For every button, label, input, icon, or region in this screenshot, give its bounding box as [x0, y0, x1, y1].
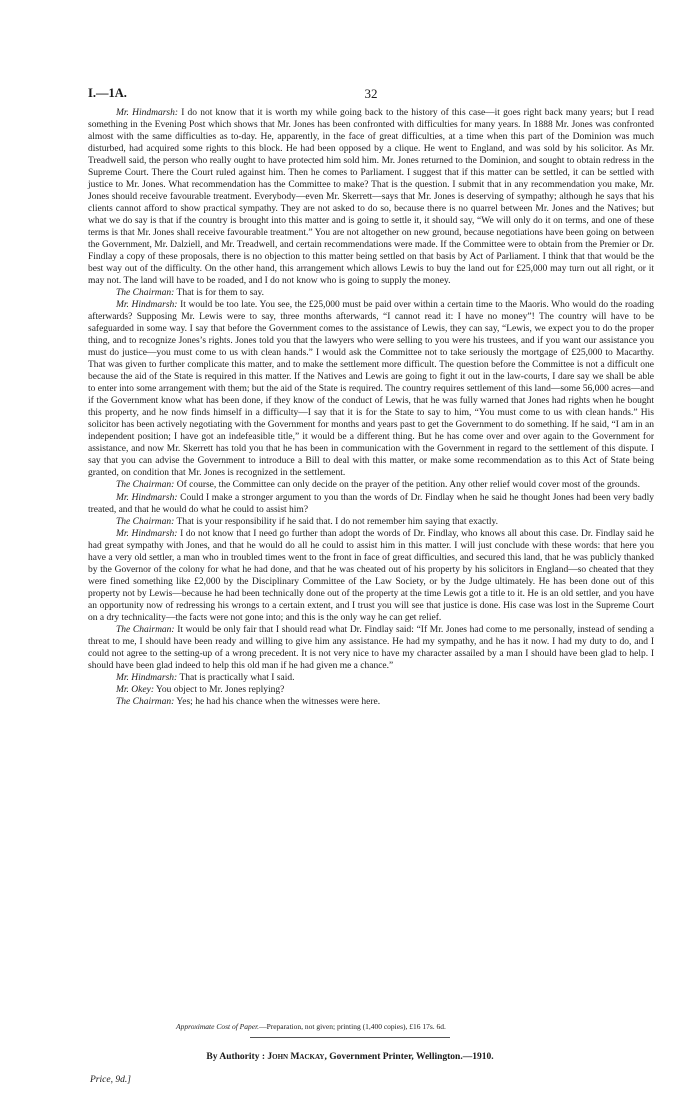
paragraph-text: I do not know that I need go further than adopt the words of Dr. Findlay, who knows all about this case. Dr. Findlay said he had great sympathy with Jones, and that he would do all he could to assist him in this matter. I will just conclude with these words: that here you have a very old settler, a man who in troubled times went to the front in face of great difficulties, and secured this land, that he was publicly thanked by the Governor of the colony for what he had done, and that he was cheated out of his property by his solicitors in England—so cheated that they were fined something like £2,000 by the Disciplinary Committee of the Law Society, or by the Judge ultimately. He has been done out of this property not by Lewis—because he had been technically done out of the property at the time Lewis got a title to it. He is an old settler, and you have an opportunity now of redressing his wrongs to a certain extent, and I trust you will see that justice is done. His case was lost in the Supreme Court on a dry technicality—the facts were not gone into; and this is the only way he can get relief. — [88, 528, 655, 623]
paragraph-text: You object to Mr. Jones replying? — [153, 684, 285, 695]
paragraph-text: That is your responsibility if he said that. I do not remember him saying that exactly. — [174, 516, 499, 527]
paragraph — [88, 624, 654, 672]
paragraph-text: It would be too late. You see, the £25,000 must be paid over within a certain time to the Maoris. Who would do the roading afterwards? Supposing Mr. Lewis were to say, three months afterwards, “I cannot read it: I have no money”! The country will have to be safeguarded in some way. I say that before the Government comes to the assistance of Lewis, they can say, “Lewis, we expect you to do the proper thing, and to recognize Jones’s rights. Jones told you that the lawyers who were selling to you were his trustees, and if you want our assistance you must do justice—you must come to us with clean hands.” I would ask the Committee not to take seriously the mortgage of £25,000 to Macarthy. That was given to further complicate this matter, and to make the settlement more difficult. The question before the Committee is not a difficult one because the aid of the State is required in this matter. If the Natives and Lewis are going to fight it out in the law-courts, I dare say we shall be able to enter into some arrangement with them; but the aid of the State is required. The country requires settlement of this land—some 56,000 acres—and if the Government know what has been done, if they know of the conduct of Lewis, that he was fully warned that Jones had rights when he bought this property, and he now finds himself in a difficulty—I say that it is for the State to say to him, “You must come to us with clean hands.” His solicitor has been actively negotiating with the Government for months and years past to get the Government to do something. If he said, “I am in an independent position; I have got an indefeasible title,” it would be a different thing. But he has come over and over again to the Government for assistance, and now Mr. Skerrett has told you that he has been in communication with the Government in regard to the settlement of this dispute. I say that you can advise the Government to introduce a Bill to deal with this matter, or make some recommendation as to this Act of State being granted, on condition that Mr. Jones is recognized in the settlement. — [88, 300, 654, 479]
paragraph-text: That is practically what I said. — [177, 672, 295, 683]
speaker-label: The Chairman: — [116, 624, 175, 635]
speaker-label: Mr. Hindmarsh: — [116, 492, 178, 503]
speaker-label: Mr. Hindmarsh: — [116, 300, 178, 311]
paragraph — [88, 287, 654, 299]
cost-label: Approximate Cost of Paper. — [176, 1022, 260, 1031]
paragraph — [88, 107, 654, 287]
paragraph-text: Of course, the Committee can only decide on the prayer of the petition. Any other relief would cover most of the grounds. — [174, 480, 640, 491]
speaker-label: Mr. Hindmarsh: — [116, 108, 179, 118]
speaker-label: The Chairman: — [116, 516, 175, 527]
authority-suffix: , Government Printer, Wellington.—1910. — [324, 1052, 494, 1062]
authority-line — [0, 1052, 700, 1062]
paragraph — [88, 516, 654, 528]
price-label: Price, 9d.] — [90, 1075, 131, 1085]
cost-text: —Preparation, not given; printing (1,400 copies), £16 17s. 6d. — [259, 1022, 446, 1031]
speaker-label: Mr. Okey: — [116, 684, 154, 695]
paragraph-text: I do not know that it is worth my while going back to the history of this case—it goes right back many years; but I read something in the Evening Post which shows that Mr. Jones has been confronted with difficulties for many years. In 1888 Mr. Jones was confronted almost with the same difficulties as to-day. He, apparently, in the face of great difficulties, at a time when this part of the Dominion was much disturbed, had acquired some rights to this block. He had been opposed by a clique. He went to England, and was sold by his solicitor. As Mr. Treadwell said, the person who really ought to have protected him sold him. Mr. Jones returned to the Dominion, and sought to obtain redress in the Supreme Court. There the Court ruled against him. Then he comes to Parliament. I suggest that if this matter can be settled, it can be settled with justice to Mr. Jones. What recommendation has the Committee to make? That is the question. I submit that in any recommendation you make, Mr. Jones should receive favourable treatment. Everybody—even Mr. Skerrett—says that Mr. Jones is deserving of sympathy; although he says that his clients cannot afford to show practical sympathy. They are not asked to do so, because there is no quarrel between Mr. Jones and the Natives; but what we do say is that if the country is brought into this matter and is going to settle it, it should say, “We will only do it on terms, and one of these terms is that Mr. Jones shall receive favourable treatment.” You are not altogether on new ground, because negotiations have been going on between the Government, Mr. Dalziell, and Mr. Treadwell, and certain recommendations were made. If the Committee were to obtain from the Premier or Dr. Findlay a copy of these proposals, there is no objection to this matter being settled on that basis by Act of Parliament. I think that that would be the best way out of the difficulty. On the other hand, this arrangement which allows Lewis to buy the land out for £25,000 may turn out all right, or it may not. The land will have to be roaded, and I do not know who is going to supply the money. — [88, 108, 654, 287]
paragraph-text: It would be only fair that I should read what Dr. Findlay said: “If Mr. Jones had come to me personally, instead of sending a threat to me, I should have been ready and willing to give him any assistance. He had my sympathy, and he has it now. I had my duty to do, and I could not agree to the setting-up of a wrong precedent. It is not very nice to have my character assailed by a man I should have been glad to help. I should have been glad indeed to help this old man if he had given me a chance.” — [88, 624, 654, 671]
paragraph — [88, 492, 654, 516]
speaker-label: Mr. Hindmarsh: — [116, 672, 178, 683]
paragraph-text: Could I make a stronger argument to you than the words of Dr. Findlay when he said he thought Jones had been very badly treated, and that he would do what he could to assist him? — [88, 492, 654, 515]
paragraph — [88, 299, 654, 479]
paragraph-text: Yes; he had his chance when the witnesses were here. — [174, 696, 381, 707]
page-header — [88, 86, 654, 102]
footer-divider — [250, 1037, 450, 1038]
speaker-label: Mr. Hindmarsh: — [116, 528, 178, 539]
paragraph — [88, 528, 654, 624]
authority-prefix: By Authority : — [206, 1052, 268, 1062]
printer-name: John Mackay — [267, 1052, 325, 1062]
paragraph — [88, 479, 654, 491]
paragraph — [88, 672, 654, 684]
speaker-label: The Chairman: — [116, 288, 175, 299]
paragraph-text: That is for them to say. — [174, 288, 265, 299]
document-reference: I.—1A. — [88, 86, 127, 100]
paragraph — [88, 684, 654, 696]
speaker-label: The Chairman: — [116, 480, 175, 491]
page-number: 32 — [364, 86, 378, 101]
cost-note — [176, 1022, 446, 1031]
paragraph — [88, 696, 654, 708]
transcript-body — [88, 107, 654, 708]
speaker-label: The Chairman: — [116, 696, 175, 707]
